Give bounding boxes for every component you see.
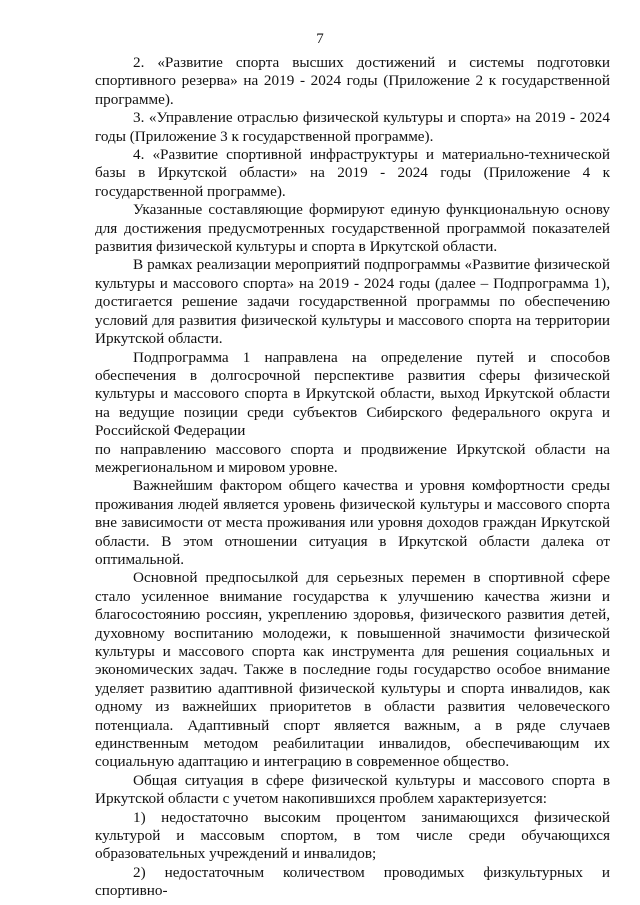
paragraph-components: Указанные составляющие формируют единую функциональную основу для достижения предусмотренных государственной программой показателей развития физической культуры и спорта в Иркутской области.: [95, 201, 610, 256]
paragraph-main-prerequisite: Основной предпосылкой для серьезных перемен в спортивной сфере стало усиленное внимание государства к улучшению качества жизни и благосостоянию россиян, укреплению здоровья, физического развития детей, духовному воспитанию молодежи, к повышенной значимости физической культуры и массового спорта как инструмента для решения социальных и экономических задач. Также в последние годы государство особое внимание уделяет развитию адаптивной физической культуры и спорта инвалидов, как одному из важнейших приоритетов в области развития человеческого потенциала. Адаптивный спорт является важным, а в ряде случаев единственным методом реабилитации инвалидов, обеспечивающим их социальную адаптацию и интеграцию в современное общество.: [95, 569, 610, 771]
paragraph-subprogram-2: 2. «Развитие спорта высших достижений и системы подготовки спортивного резерва» на 2019 - 2024 годы (Приложение 2 к государственной программе).: [95, 54, 610, 108]
paragraph-subprogram-1-aim: Подпрограмма 1 направлена на определение путей и способов обеспечения в долгосрочной перспективе развития сферы физической культуры и массового спорта в Иркутской области, выход Иркутской области на ведущие позиции среди субъектов Сибирского федерального округа и Российской Федерации: [95, 348, 610, 440]
list-item-problem-1: 1) недостаточно высоким процентом занимающихся физической культурой и массовым спортом, в том числе среди обучающихся образовательных учреждений и инвалидов;: [95, 808, 610, 863]
list-item-problem-2: 2) недостаточным количеством проводимых физкультурных и спортивно-: [95, 863, 610, 900]
document-body: [95, 54, 610, 901]
paragraph-subprogram-1-aim-continued: по направлению массового спорта и продвижение Иркутской области на межрегиональном и мировом уровне.: [95, 440, 610, 476]
paragraph-subprogram-4: 4. «Развитие спортивной инфраструктуры и материально-технической базы в Иркутской области» на 2019 - 2024 годы (Приложение 4 к государственной программе).: [95, 146, 610, 200]
page-number: 7: [316, 31, 324, 47]
paragraph-key-factor: Важнейшим фактором общего качества и уровня комфортности среды проживания людей является уровень физической культуры и массового спорта вне зависимости от места проживания или уровня доходов граждан Иркутской области. В этом отношении ситуация в Иркутской области далека от оптимальной.: [95, 477, 610, 568]
paragraph-general-situation: Общая ситуация в сфере физической культуры и массового спорта в Иркутской области с учетом накопившихся проблем характеризуется:: [95, 771, 610, 808]
paragraph-subprogram-1-intro: В рамках реализации мероприятий подпрограммы «Развитие физической культуры и массового спорта» на 2019 - 2024 годы (далее – Подпрограмма 1), достигается решение задачи государственной программы по обеспечению условий для развития физической культуры и массового спорта на территории Иркутской области.: [95, 256, 610, 348]
paragraph-subprogram-3: 3. «Управление отраслью физической культуры и спорта» на 2019 - 2024 годы (Приложение 3 к государственной программе).: [95, 109, 610, 145]
